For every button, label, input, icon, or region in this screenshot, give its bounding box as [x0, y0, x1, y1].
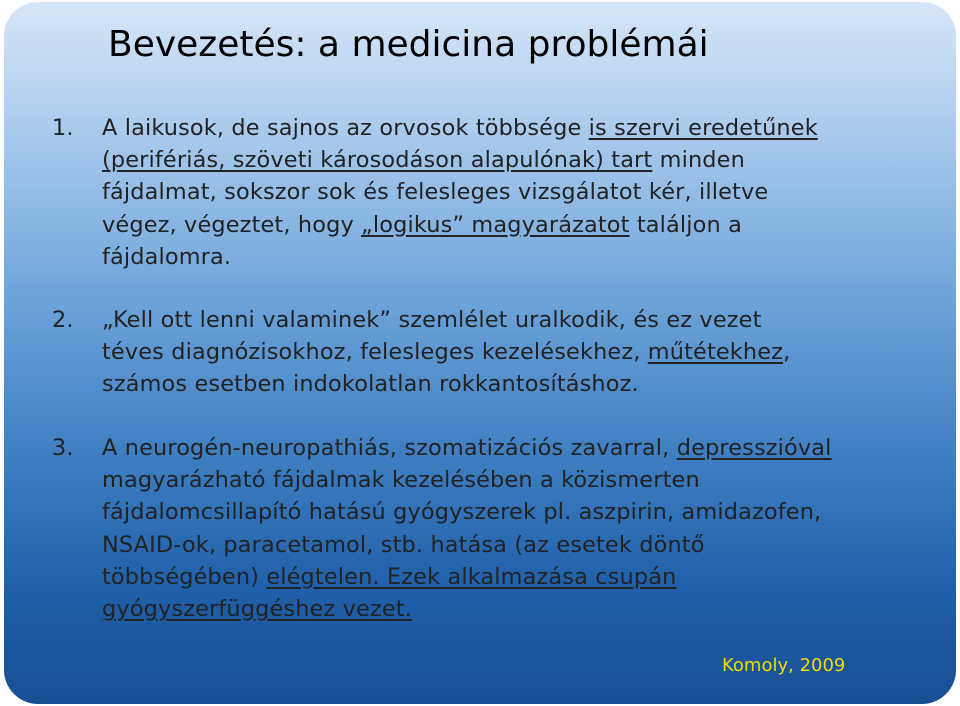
slide-title: Bevezetés: a medicina problémái: [108, 24, 709, 65]
text-segment: téves diagnózisokhoz, felesleges kezelésekhez,: [102, 339, 648, 366]
text-line: [102, 241, 902, 273]
text-segment: NSAID-ok, paracetamol, stb. hatása (az esetek döntő: [102, 531, 705, 558]
text-line: [102, 432, 902, 464]
text-segment: minden: [652, 147, 745, 174]
list-number: 2.: [52, 307, 74, 333]
text-line: [102, 593, 902, 625]
underlined-phrase: „logikus” magyarázatot: [361, 211, 630, 238]
text-segment: fájdalmat, sokszor sok és felesleges vizsgálatot kér, illetve: [102, 179, 769, 206]
text-segment: többségében): [102, 563, 267, 590]
text-line: [102, 368, 902, 400]
slide: [4, 2, 956, 704]
text-line: [102, 561, 902, 593]
text-segment: számos esetben indokolatlan rokkantosításhoz.: [102, 371, 639, 398]
underlined-phrase: elégtelen. Ezek alkalmazása csupán: [266, 563, 677, 590]
text-segment: ,: [783, 339, 791, 366]
list-number: 3.: [52, 435, 74, 461]
list-item-text: [102, 304, 902, 401]
text-line: [102, 112, 902, 144]
text-segment: fájdalomra.: [102, 243, 232, 270]
underlined-phrase: műtétekhez: [647, 339, 784, 366]
text-segment: találjon a: [629, 211, 742, 238]
text-line: [102, 529, 902, 561]
list-item-text: [102, 432, 902, 625]
text-line: [102, 304, 902, 336]
text-segment: fájdalomcsillapító hatású gyógyszerek pl. aszpirin, amidazofen,: [102, 499, 822, 526]
underlined-phrase: is szervi eredetűnek: [588, 115, 818, 141]
text-line: [102, 496, 902, 528]
text-segment: A laikusok, de sajnos az orvosok többsége: [102, 115, 589, 141]
underlined-phrase: (perifériás, szöveti károsodáson alapulónak) tart: [102, 147, 653, 174]
text-line: [102, 336, 902, 368]
list-item-text: [102, 112, 902, 273]
underlined-phrase: depresszióval: [676, 435, 832, 461]
text-line: [102, 176, 902, 208]
text-line: [102, 209, 902, 241]
text-line: [102, 144, 902, 176]
text-line: [102, 464, 902, 496]
text-segment: végez, végeztet, hogy: [102, 211, 362, 238]
text-segment: A neurogén-neuropathiás, szomatizációs zavarral,: [102, 435, 677, 461]
list-number: 1.: [52, 115, 74, 141]
footer-citation: Komoly, 2009: [722, 655, 846, 676]
text-segment: „Kell ott lenni valaminek” szemlélet uralkodik, és ez vezet: [102, 307, 762, 333]
underlined-phrase: gyógyszerfüggéshez vezet.: [102, 596, 413, 623]
text-segment: magyarázható fájdalmak kezelésében a közismerten: [102, 467, 700, 494]
